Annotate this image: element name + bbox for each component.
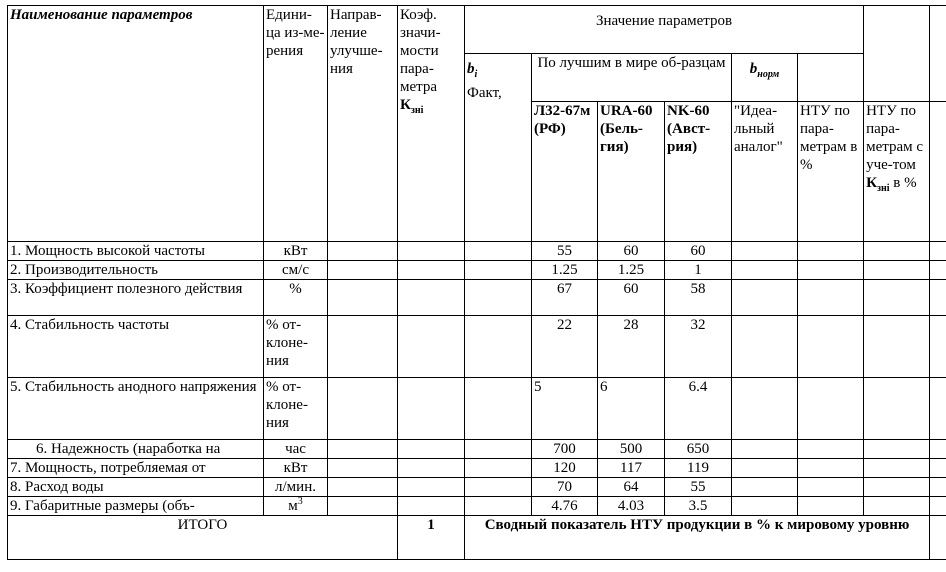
value-sample-1: 1.25 bbox=[532, 261, 598, 280]
param-unit bbox=[264, 497, 328, 516]
cell-empty bbox=[798, 242, 864, 261]
cell-empty bbox=[328, 280, 398, 316]
cell-empty bbox=[864, 459, 930, 478]
cell-empty bbox=[465, 242, 532, 261]
value-sample-2: 28 bbox=[598, 316, 665, 378]
cell-empty bbox=[465, 280, 532, 316]
cell-empty bbox=[328, 478, 398, 497]
cell-empty bbox=[465, 459, 532, 478]
cell-empty bbox=[398, 478, 465, 497]
cell-empty bbox=[465, 261, 532, 280]
value-sample-1: 4.76 bbox=[532, 497, 598, 516]
cell-empty bbox=[864, 478, 930, 497]
header-best-group: По лучшим в мире об-разцам bbox=[532, 54, 732, 102]
cell-empty bbox=[465, 316, 532, 378]
header-ntu-2 bbox=[864, 102, 930, 242]
cell-empty bbox=[930, 497, 946, 516]
param-name: 8. Расход воды bbox=[8, 478, 264, 497]
value-sample-1: 700 bbox=[532, 440, 598, 459]
cell-empty bbox=[732, 497, 798, 516]
value-sample-2: 500 bbox=[598, 440, 665, 459]
cell-empty bbox=[328, 459, 398, 478]
table-row bbox=[8, 280, 946, 316]
header-empty-1 bbox=[864, 6, 930, 102]
value-sample-1: 5 bbox=[532, 378, 598, 440]
cell-empty bbox=[864, 440, 930, 459]
cell-empty bbox=[930, 440, 946, 459]
total-label: ИТОГО bbox=[8, 516, 398, 560]
param-unit: см/с bbox=[264, 261, 328, 280]
total-row bbox=[8, 516, 946, 560]
cell-empty bbox=[465, 378, 532, 440]
table-row bbox=[8, 316, 946, 378]
cell-empty bbox=[798, 440, 864, 459]
cell-empty bbox=[398, 497, 465, 516]
header-unit: Едини-ца из-ме-рения bbox=[264, 6, 328, 242]
param-unit: % bbox=[264, 280, 328, 316]
value-sample-2: 60 bbox=[598, 280, 665, 316]
value-sample-1: 67 bbox=[532, 280, 598, 316]
total-value: 1 bbox=[398, 516, 465, 560]
cell-empty bbox=[398, 440, 465, 459]
cell-empty bbox=[398, 280, 465, 316]
header-ntu-2-text: НТУ по пара-метрам с уче-том bbox=[866, 103, 924, 173]
cell-empty bbox=[930, 516, 946, 560]
header-ntu-2-post: в % bbox=[889, 175, 917, 191]
table-row bbox=[8, 378, 946, 440]
cell-empty bbox=[465, 478, 532, 497]
header-coef bbox=[398, 6, 465, 242]
cell-empty bbox=[328, 261, 398, 280]
cell-empty bbox=[732, 459, 798, 478]
parameters-table bbox=[7, 5, 946, 560]
cell-empty bbox=[732, 316, 798, 378]
value-sample-1: 55 bbox=[532, 242, 598, 261]
cell-empty bbox=[930, 378, 946, 440]
value-sample-3: 650 bbox=[665, 440, 732, 459]
cell-empty bbox=[864, 316, 930, 378]
cell-empty bbox=[732, 242, 798, 261]
cell-empty bbox=[328, 440, 398, 459]
table-row bbox=[8, 261, 946, 280]
param-unit: % от-клоне-ния bbox=[264, 378, 328, 440]
cell-empty bbox=[798, 497, 864, 516]
param-name: 6. Надежность (наработка на bbox=[8, 440, 264, 459]
header-empty-2 bbox=[930, 6, 946, 102]
value-sample-3: 55 bbox=[665, 478, 732, 497]
value-sample-2: 4.03 bbox=[598, 497, 665, 516]
cell-empty bbox=[328, 242, 398, 261]
header-fact: Факт, bbox=[467, 85, 502, 101]
cell-empty bbox=[930, 261, 946, 280]
cell-empty bbox=[398, 459, 465, 478]
header-coef-text: Коэф. значи-мости пара-метра bbox=[400, 7, 441, 95]
param-unit-text: м bbox=[288, 498, 298, 514]
header-ntu-2-k: К bbox=[866, 175, 877, 191]
header-coef-k: К bbox=[400, 97, 411, 113]
cell-empty bbox=[864, 261, 930, 280]
param-name: 2. Производительность bbox=[8, 261, 264, 280]
value-sample-3: 58 bbox=[665, 280, 732, 316]
param-name: 4. Стабильность частоты bbox=[8, 316, 264, 378]
header-ntu-2-sub: зні bbox=[876, 183, 890, 194]
cell-empty bbox=[465, 440, 532, 459]
cell-empty bbox=[798, 280, 864, 316]
header-sample-3: NK-60 (Авст-рия) bbox=[665, 102, 732, 242]
cell-empty bbox=[864, 280, 930, 316]
param-unit: кВт bbox=[264, 459, 328, 478]
header-bi-sub: i bbox=[474, 69, 478, 80]
value-sample-2: 117 bbox=[598, 459, 665, 478]
value-sample-2: 1.25 bbox=[598, 261, 665, 280]
value-sample-1: 70 bbox=[532, 478, 598, 497]
param-unit: час bbox=[264, 440, 328, 459]
header-direction: Направ-ление улучше-ния bbox=[328, 6, 398, 242]
cell-empty bbox=[465, 497, 532, 516]
cell-empty bbox=[864, 378, 930, 440]
param-unit-sup: 3 bbox=[297, 496, 303, 507]
table-row bbox=[8, 242, 946, 261]
table-row bbox=[8, 440, 946, 459]
value-sample-3: 32 bbox=[665, 316, 732, 378]
header-coef-sub: зні bbox=[410, 105, 424, 116]
table-row bbox=[8, 459, 946, 478]
header-bnorm-sub: норм bbox=[757, 69, 780, 80]
value-sample-2: 6 bbox=[598, 378, 665, 440]
value-sample-3: 60 bbox=[665, 242, 732, 261]
value-sample-1: 120 bbox=[532, 459, 598, 478]
param-name bbox=[8, 280, 264, 316]
header-sample-1: Л32-67м (РФ) bbox=[532, 102, 598, 242]
param-name: 5. Стабильность анодного напряжения bbox=[8, 378, 264, 440]
cell-empty bbox=[732, 478, 798, 497]
cell-empty bbox=[398, 378, 465, 440]
cell-empty bbox=[732, 378, 798, 440]
header-ntu-1: НТУ по пара-метрам в % bbox=[798, 102, 864, 242]
cell-empty bbox=[864, 242, 930, 261]
cell-empty bbox=[732, 261, 798, 280]
cell-empty bbox=[732, 440, 798, 459]
value-sample-2: 60 bbox=[598, 242, 665, 261]
header-sample-2: URA-60 (Бель-гия) bbox=[598, 102, 665, 242]
cell-empty bbox=[328, 497, 398, 516]
value-sample-1: 22 bbox=[532, 316, 598, 378]
header-bnorm-letter: b bbox=[749, 61, 758, 77]
cell-empty bbox=[930, 280, 946, 316]
cell-empty bbox=[398, 316, 465, 378]
header-param-name: Наименование параметров bbox=[8, 6, 264, 242]
param-name-text: 3. Коэффициент полезного действия bbox=[10, 281, 243, 297]
param-name: 7. Мощность, потребляемая от bbox=[8, 459, 264, 478]
summary-indicator: Сводный показатель НТУ продукции в % к мировому уровню bbox=[465, 516, 930, 560]
header-bnorm bbox=[732, 54, 798, 102]
cell-empty bbox=[930, 459, 946, 478]
cell-empty bbox=[328, 316, 398, 378]
cell-empty bbox=[798, 478, 864, 497]
header-bi-letter: b bbox=[467, 61, 475, 77]
cell-empty bbox=[398, 261, 465, 280]
header-ideal: "Идеа-льный аналог" bbox=[732, 102, 798, 242]
cell-empty bbox=[798, 261, 864, 280]
param-unit: кВт bbox=[264, 242, 328, 261]
cell-empty bbox=[798, 316, 864, 378]
table-row bbox=[8, 478, 946, 497]
cell-empty bbox=[930, 478, 946, 497]
cell-empty bbox=[798, 378, 864, 440]
param-unit: л/мин. bbox=[264, 478, 328, 497]
cell-empty bbox=[864, 497, 930, 516]
cell-empty bbox=[398, 242, 465, 261]
param-name: 1. Мощность высокой частоты bbox=[8, 242, 264, 261]
value-sample-3: 119 bbox=[665, 459, 732, 478]
cell-empty bbox=[930, 316, 946, 378]
param-unit: % от-клоне-ния bbox=[264, 316, 328, 378]
cell-empty bbox=[732, 280, 798, 316]
value-sample-3: 1 bbox=[665, 261, 732, 280]
header-values-group: Значение параметров bbox=[465, 6, 864, 54]
value-sample-3: 6.4 bbox=[665, 378, 732, 440]
value-sample-2: 64 bbox=[598, 478, 665, 497]
table-row bbox=[8, 497, 946, 516]
value-sample-3: 3.5 bbox=[665, 497, 732, 516]
cell-empty bbox=[930, 242, 946, 261]
cell-empty bbox=[798, 459, 864, 478]
cell-empty bbox=[328, 378, 398, 440]
header-bi bbox=[465, 54, 532, 242]
param-name: 9. Габаритные размеры (объ- bbox=[8, 497, 264, 516]
